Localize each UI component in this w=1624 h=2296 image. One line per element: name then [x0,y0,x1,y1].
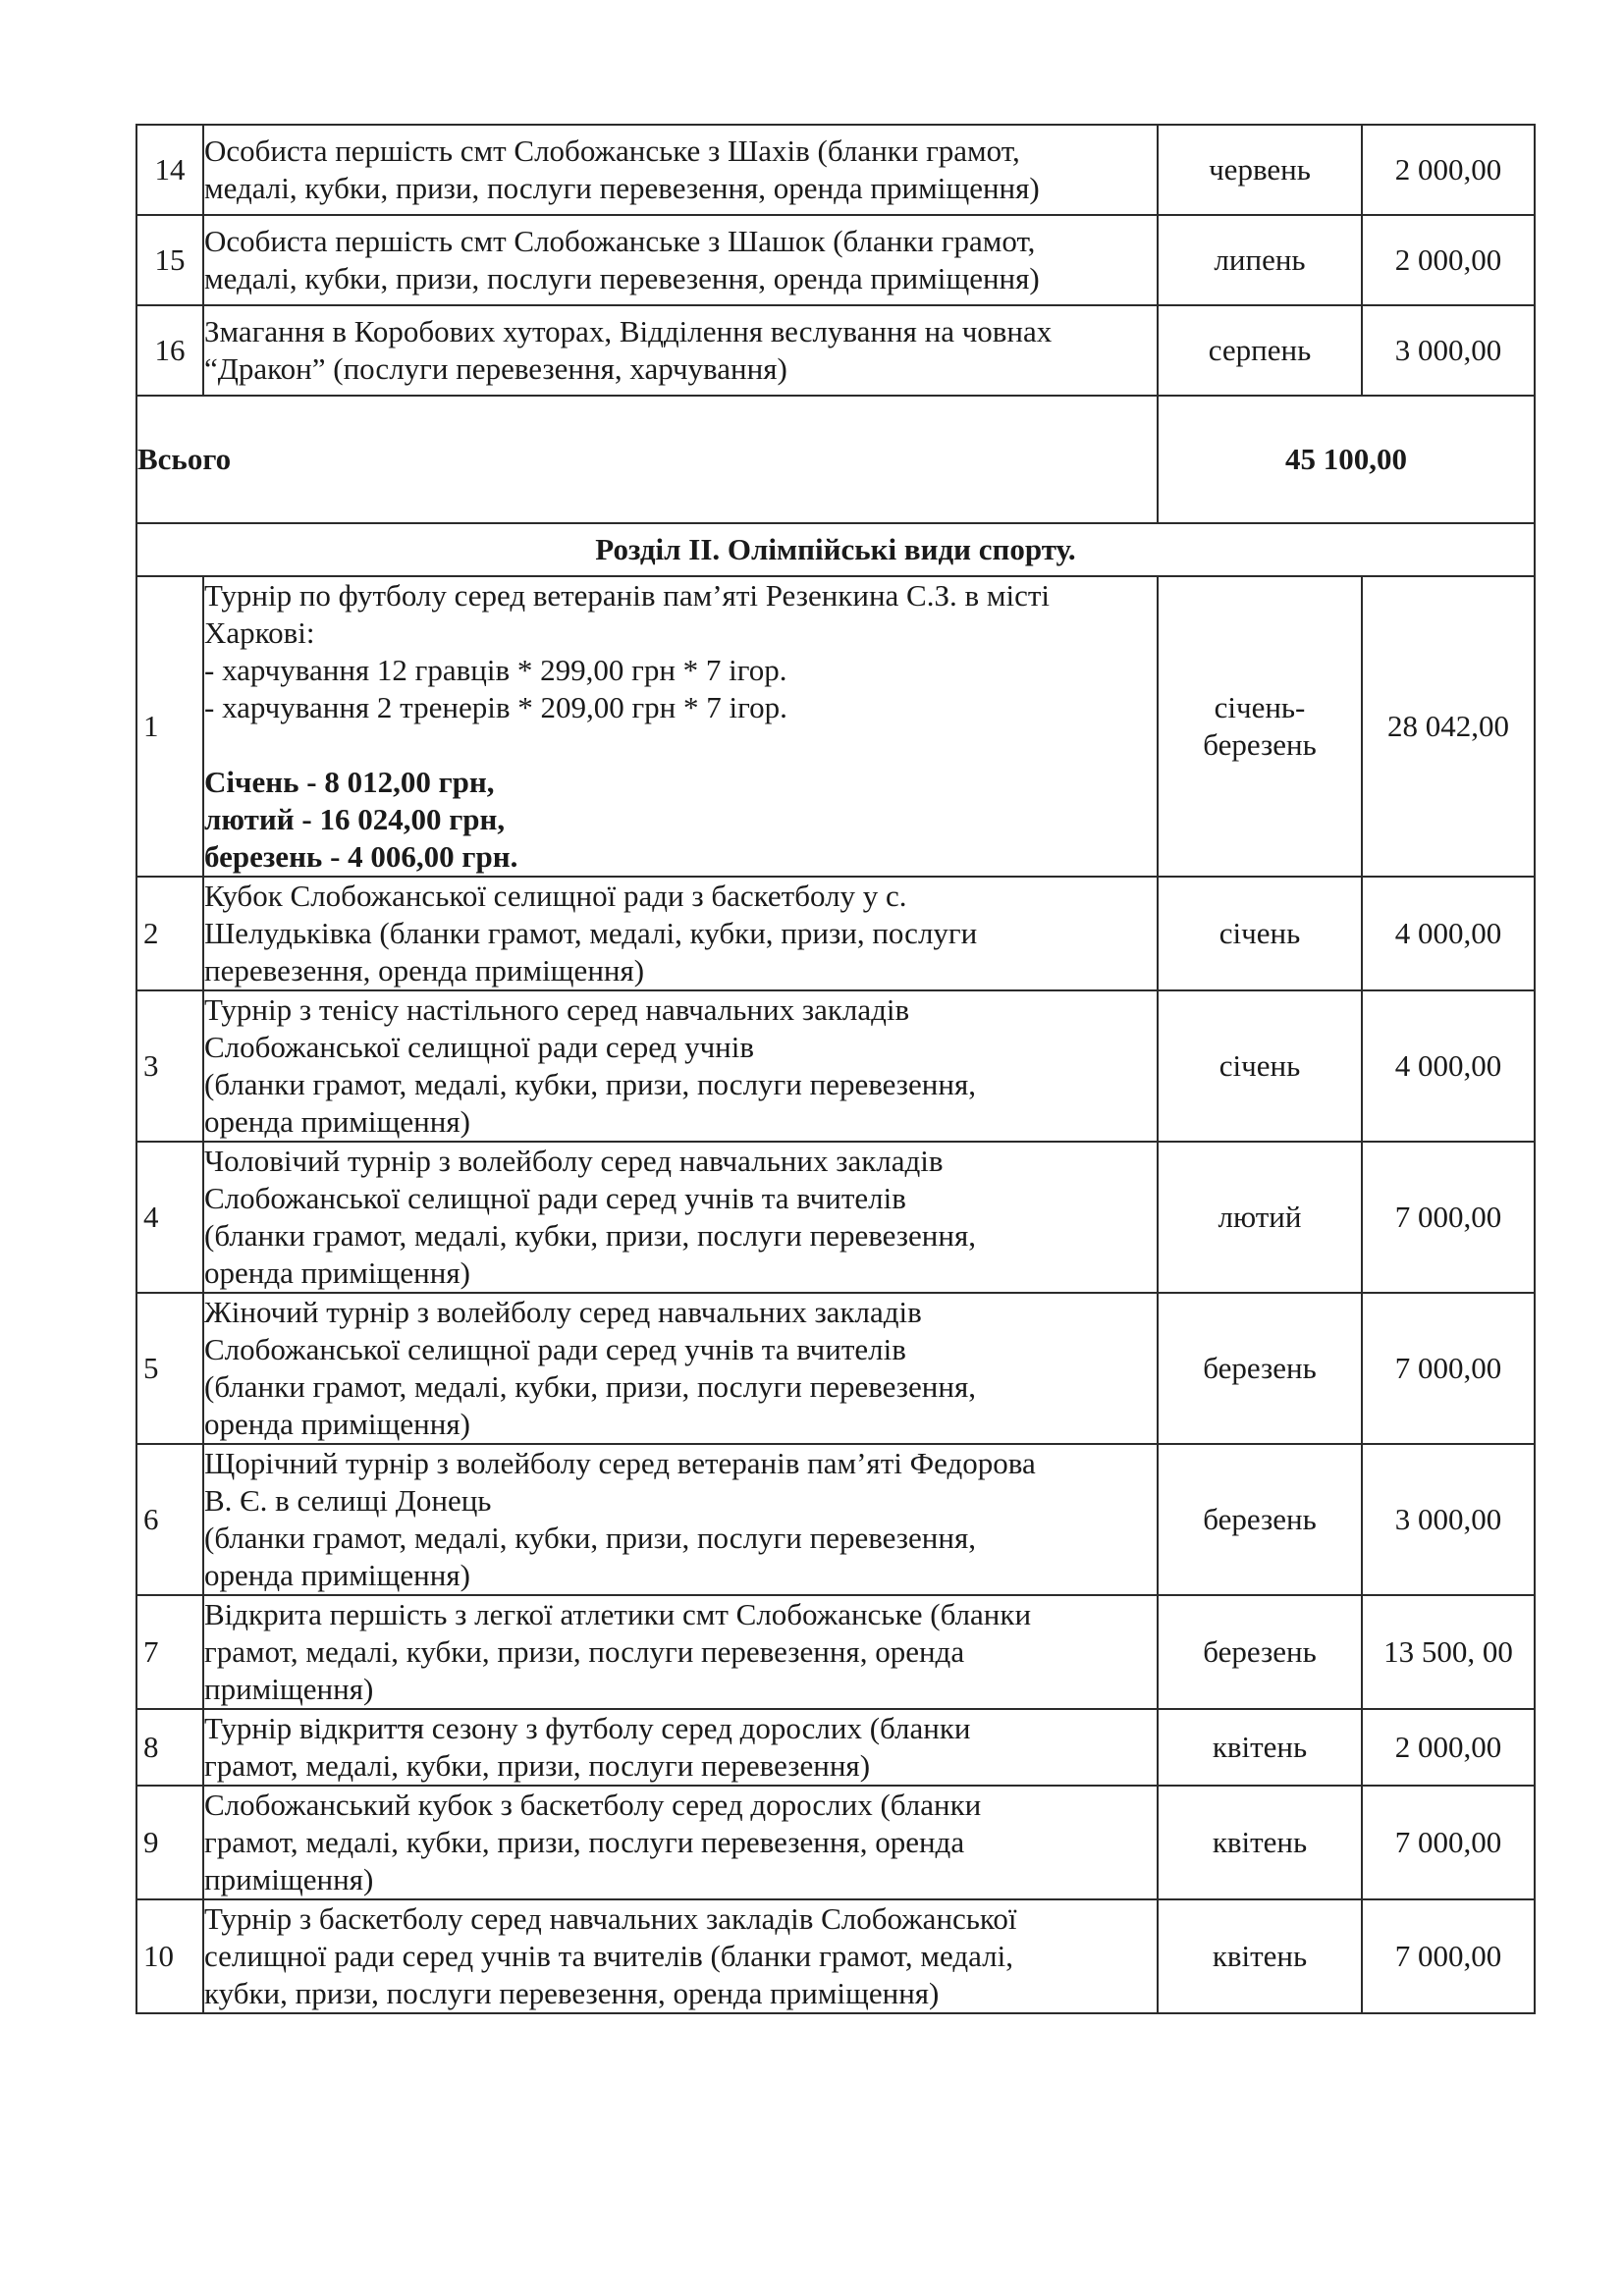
row-number: 8 [136,1709,203,1786]
description-line: Змагання в Коробових хуторах, Відділення веслування на човнах [204,314,1053,348]
description-line: Турнір з баскетболу серед навчальних закладів Слобожанської [204,1901,1017,1936]
event-sum: 7 000,00 [1362,1899,1535,2013]
payment-schedule-line: лютий - 16 024,00 грн, [204,802,506,836]
row-number: 5 [136,1293,203,1444]
document-page [135,124,1534,2014]
event-description [203,305,1158,396]
event-description [203,1444,1158,1595]
description-line: (бланки грамот, медалі, кубки, призи, послуги перевезення, [204,1218,976,1253]
event-sum: 4 000,00 [1362,990,1535,1142]
row-number: 9 [136,1786,203,1899]
event-month: лютий [1158,1142,1362,1293]
description-line: - харчування 2 тренерів * 209,00 грн * 7 ігор. [204,690,787,724]
description-line: кубки, призи, послуги перевезення, оренда приміщення) [204,1976,940,2010]
total-label: Всього [136,396,1158,523]
event-description [203,1786,1158,1899]
description-line: грамот, медалі, кубки, призи, послуги перевезення, оренда [204,1825,965,1859]
row-number: 1 [136,576,203,877]
event-description [203,125,1158,215]
event-month: березень [1158,1444,1362,1595]
description-line: Кубок Слобожанської селищної ради з баскетболу у с. [204,879,907,913]
table-row [136,215,1535,305]
description-line: Турнір з тенісу настільного серед навчальних закладів [204,992,910,1027]
event-sum: 28 042,00 [1362,576,1535,877]
event-description [203,215,1158,305]
description-line: перевезення, оренда приміщення) [204,953,645,988]
description-line: Турнір по футболу серед ветеранів пам’яті Резенкина С.З. в місті [204,578,1051,613]
row-number: 10 [136,1899,203,2013]
table-row [136,1293,1535,1444]
description-line: оренда приміщення) [204,1558,470,1592]
event-description [203,576,1158,877]
description-line: оренда приміщення) [204,1407,470,1441]
event-sum: 2 000,00 [1362,1709,1535,1786]
event-month: червень [1158,125,1362,215]
total-value: 45 100,00 [1158,396,1535,523]
description-line: грамот, медалі, кубки, призи, послуги перевезення) [204,1748,871,1783]
event-sum: 7 000,00 [1362,1293,1535,1444]
event-month: січень [1158,877,1362,990]
description-line: Відкрита першість з легкої атлетики смт Слобожанське (бланки [204,1597,1032,1631]
description-line: Слобожанський кубок з баскетболу серед дорослих (бланки [204,1788,982,1822]
description-line: Слобожанської селищної ради серед учнів та вчителів [204,1181,906,1215]
table-row [136,990,1535,1142]
description-line: Слобожанської селищної ради серед учнів та вчителів [204,1332,906,1366]
event-description [203,1142,1158,1293]
event-month: березень [1158,1293,1362,1444]
description-line: медалі, кубки, призи, послуги перевезення, оренда приміщення) [204,171,1040,205]
event-month: квітень [1158,1709,1362,1786]
event-sum: 3 000,00 [1362,1444,1535,1595]
total-row [136,396,1535,523]
row-number: 2 [136,877,203,990]
event-month: серпень [1158,305,1362,396]
event-description [203,1899,1158,2013]
description-line: оренда приміщення) [204,1104,470,1139]
event-description [203,1709,1158,1786]
section-header-row [136,523,1535,576]
description-line: Чоловічий турнір з волейболу серед навчальних закладів [204,1144,944,1178]
row-number: 16 [136,305,203,396]
event-sum: 3 000,00 [1362,305,1535,396]
description-line: Шелудьківка (бланки грамот, медалі, кубки, призи, послуги [204,916,978,950]
event-sum: 2 000,00 [1362,125,1535,215]
description-line: Особиста першість смт Слобожанське з Шашок (бланки грамот, [204,224,1036,258]
description-line: (бланки грамот, медалі, кубки, призи, послуги перевезення, [204,1067,976,1101]
description-line: В. Є. в селищі Донець [204,1483,492,1518]
event-month: січень [1158,990,1362,1142]
table-row [136,305,1535,396]
description-line: Особиста першість смт Слобожанське з Шахів (бланки грамот, [204,133,1020,168]
event-month: квітень [1158,1786,1362,1899]
table-row [136,1899,1535,2013]
description-line: “Дракон” (послуги перевезення, харчування) [204,351,787,386]
row-number: 3 [136,990,203,1142]
payment-schedule-line: березень - 4 006,00 грн. [204,839,518,874]
event-description [203,1595,1158,1709]
event-description [203,1293,1158,1444]
section-title: Розділ ІІ. Олімпійські види спорту. [136,523,1535,576]
event-sum: 7 000,00 [1362,1142,1535,1293]
description-line: Щорічний турнір з волейболу серед ветеранів пам’яті Федорова [204,1446,1036,1480]
row-number: 14 [136,125,203,215]
description-line: оренда приміщення) [204,1255,470,1290]
table-row [136,877,1535,990]
event-month: березень [1158,1595,1362,1709]
description-line: приміщення) [204,1862,374,1896]
table-row [136,1595,1535,1709]
events-budget-table [135,124,1536,2014]
event-sum: 2 000,00 [1362,215,1535,305]
payment-schedule-line: Січень - 8 012,00 грн, [204,765,495,799]
description-line: селищної ради серед учнів та вчителів (бланки грамот, медалі, [204,1939,1013,1973]
table-row [136,1786,1535,1899]
event-month: квітень [1158,1899,1362,2013]
event-description [203,877,1158,990]
row-number: 7 [136,1595,203,1709]
event-sum: 13 500, 00 [1362,1595,1535,1709]
table-row [136,1709,1535,1786]
row-number: 6 [136,1444,203,1595]
event-month [1158,576,1362,877]
event-sum: 4 000,00 [1362,877,1535,990]
description-line: - харчування 12 гравців * 299,00 грн * 7 ігор. [204,653,787,687]
table-row [136,576,1535,877]
line-gap [204,726,1157,764]
event-month: липень [1158,215,1362,305]
table-row [136,1142,1535,1293]
description-line: приміщення) [204,1672,374,1706]
event-description [203,990,1158,1142]
description-line: грамот, медалі, кубки, призи, послуги перевезення, оренда [204,1634,965,1669]
row-number: 4 [136,1142,203,1293]
table-row [136,1444,1535,1595]
row-number: 15 [136,215,203,305]
description-line: Турнір відкриття сезону з футболу серед дорослих (бланки [204,1711,971,1745]
description-line: Харкові: [204,615,315,650]
month-line: січень- [1214,690,1306,724]
description-line: (бланки грамот, медалі, кубки, призи, послуги перевезення, [204,1369,976,1404]
description-line: Жіночий турнір з волейболу серед навчальних закладів [204,1295,922,1329]
description-line: (бланки грамот, медалі, кубки, призи, послуги перевезення, [204,1521,976,1555]
table-row [136,125,1535,215]
month-line: березень [1203,727,1317,762]
description-line: Слобожанської селищної ради серед учнів [204,1030,755,1064]
description-line: медалі, кубки, призи, послуги перевезення, оренда приміщення) [204,261,1040,295]
event-sum: 7 000,00 [1362,1786,1535,1899]
